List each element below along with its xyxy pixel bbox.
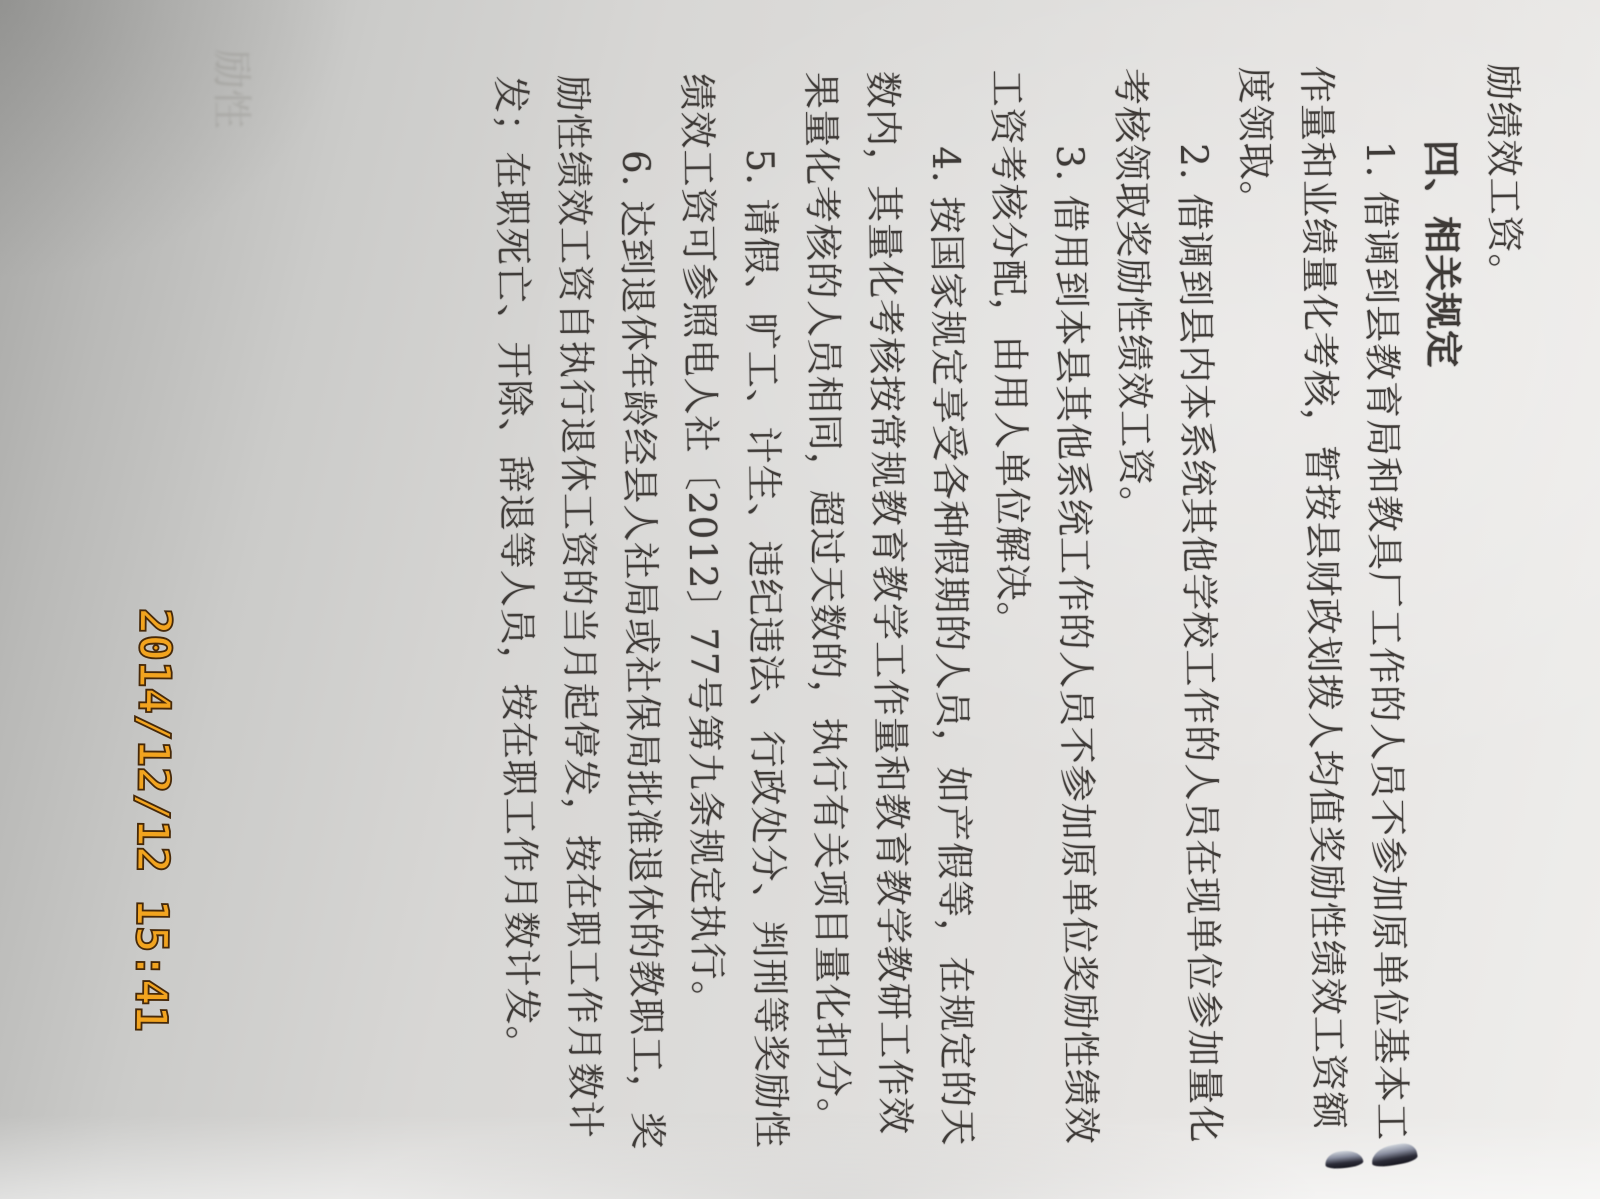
doc-line-item4b: 数内，其量化考核按常规教育教学工作量和教育教学教研工作效: [861, 70, 918, 1136]
doc-line-item5b: 绩效工资可参照电人社〔2012〕77号第九条规定执行。: [675, 73, 730, 1019]
doc-line-continuation: 励绩效工资。: [1480, 63, 1527, 292]
doc-line-item1c: 度领取。: [1233, 66, 1278, 219]
doc-line-item2b: 考核领取奖励性绩效工资。: [1109, 67, 1158, 525]
ink-bleedthrough-text: 励性: [208, 49, 254, 129]
document-text-block: [478, 53, 1546, 1151]
clip-mark-left: [1324, 1149, 1364, 1170]
doc-line-item1: 1. 借调到县教育局和教具厂工作的人员不参加原单位基本工: [1357, 140, 1414, 1142]
doc-line-item6: 6. 达到退休年龄经县人社局或社保局批准退休的教职工，奖: [613, 149, 670, 1151]
doc-line-item3: 3. 借用到本县其他系统工作的人员不参加原单位奖励性绩效: [1047, 144, 1104, 1146]
doc-line-item2: 2. 借调到县内本系统其他学校工作的人员在现单位参加量化: [1171, 142, 1228, 1144]
doc-section-heading: 四、相关规定: [1418, 139, 1466, 369]
doc-line-item6b: 励性绩效工资自执行退休工资的当月起停发，按在职工作月数计: [551, 74, 608, 1140]
doc-line-item4c: 果量化考核的人员相同，超过天数的，执行有关项目量化扣分。: [799, 71, 856, 1136]
doc-line-item5: 5. 请假、旷工、计生、违纪违法、行政处分、判刑等奖励性: [737, 148, 794, 1149]
doc-line-item4: 4. 按国家规定享受各种假期的人员，如产假等，在规定的天: [923, 146, 980, 1147]
doc-line-item3b: 工资考核分配，由用人单位解决。: [985, 69, 1035, 640]
camera-timestamp: 2014/12/12 15:41: [124, 607, 181, 1033]
clip-mark-right: [1370, 1141, 1419, 1169]
doc-line-item1b: 作量和业绩量化考核，暂按县财政划拨人均值奖励性绩效工资额: [1295, 65, 1351, 1130]
doc-line-item6c: 发；在职死亡、开除、辞退等人员，按在职工作月数计发。: [489, 75, 545, 1064]
